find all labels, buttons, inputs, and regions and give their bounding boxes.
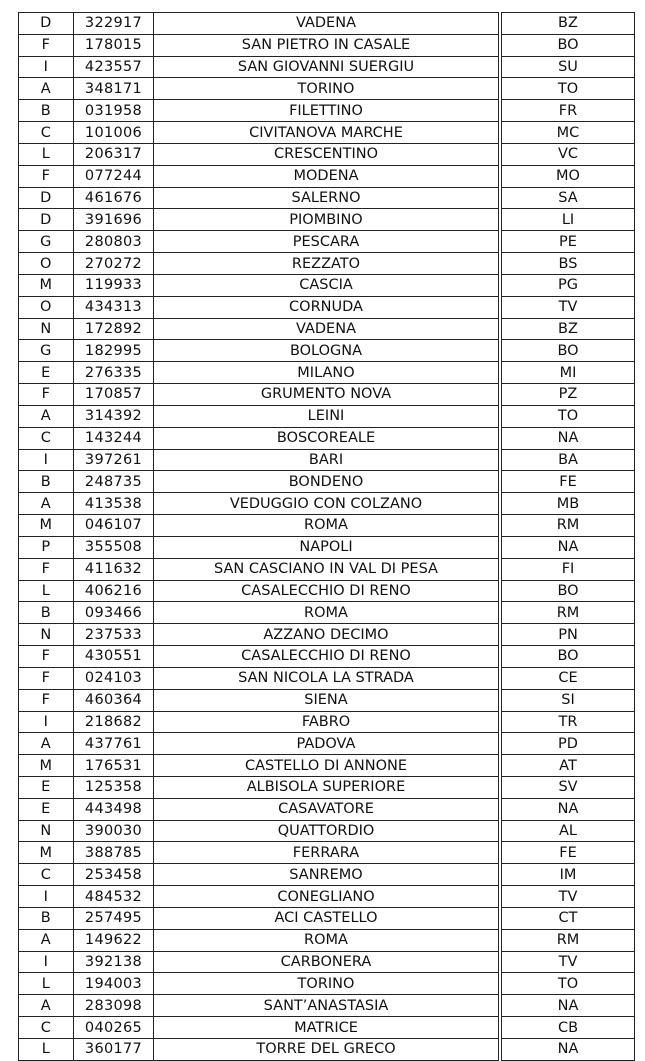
cell-province: CB: [502, 1017, 635, 1039]
cell-province: AT: [502, 755, 635, 777]
cell-letter: C: [19, 427, 74, 449]
cell-letter: F: [19, 667, 74, 689]
cell-province: TV: [502, 296, 635, 318]
cell-city: SIENA: [154, 689, 499, 711]
cell-province: SA: [502, 187, 635, 209]
cell-province: LI: [502, 209, 635, 231]
table-row: [19, 296, 635, 318]
cell-code: 176531: [74, 755, 154, 777]
table-row: [19, 689, 635, 711]
cell-code: 461676: [74, 187, 154, 209]
table-row: [19, 384, 635, 406]
cell-city: CRESCENTINO: [154, 143, 499, 165]
cell-letter: M: [19, 842, 74, 864]
cell-province: SI: [502, 689, 635, 711]
cell-code: 283098: [74, 995, 154, 1017]
table-row: [19, 973, 635, 995]
table-row: [19, 187, 635, 209]
cell-code: 024103: [74, 667, 154, 689]
cell-province: MI: [502, 362, 635, 384]
cell-province: RM: [502, 515, 635, 537]
cell-province: TO: [502, 405, 635, 427]
cell-code: 360177: [74, 1038, 154, 1060]
cell-province: PG: [502, 274, 635, 296]
cell-province: PN: [502, 624, 635, 646]
cell-province: VC: [502, 143, 635, 165]
cell-city: SALERNO: [154, 187, 499, 209]
cell-province: FE: [502, 842, 635, 864]
cell-city: FERRARA: [154, 842, 499, 864]
cell-letter: F: [19, 558, 74, 580]
cell-province: AL: [502, 820, 635, 842]
cell-city: CASALECCHIO DI RENO: [154, 580, 499, 602]
cell-code: 206317: [74, 143, 154, 165]
cell-letter: M: [19, 515, 74, 537]
cell-province: RM: [502, 929, 635, 951]
cell-letter: C: [19, 864, 74, 886]
cell-province: PZ: [502, 384, 635, 406]
cell-code: 437761: [74, 733, 154, 755]
table-row: [19, 536, 635, 558]
table-row: [19, 733, 635, 755]
cell-letter: I: [19, 886, 74, 908]
cell-code: 270272: [74, 253, 154, 275]
cell-city: SANREMO: [154, 864, 499, 886]
cell-province: BO: [502, 646, 635, 668]
cell-code: 194003: [74, 973, 154, 995]
cell-code: 280803: [74, 231, 154, 253]
cell-province: NA: [502, 995, 635, 1017]
table-row: [19, 165, 635, 187]
cell-province: BO: [502, 340, 635, 362]
cell-province: NA: [502, 536, 635, 558]
table-row: [19, 1017, 635, 1039]
cell-city: CARBONERA: [154, 951, 499, 973]
cell-code: 248735: [74, 471, 154, 493]
cell-letter: A: [19, 78, 74, 100]
cell-province: FI: [502, 558, 635, 580]
cell-code: 046107: [74, 515, 154, 537]
cell-letter: E: [19, 362, 74, 384]
table-row: [19, 558, 635, 580]
cell-code: 388785: [74, 842, 154, 864]
cell-province: RM: [502, 602, 635, 624]
cell-code: 040265: [74, 1017, 154, 1039]
cell-city: SAN PIETRO IN CASALE: [154, 34, 499, 56]
table-row: [19, 340, 635, 362]
table-row: [19, 253, 635, 275]
cell-city: LEINI: [154, 405, 499, 427]
cell-code: 392138: [74, 951, 154, 973]
cell-city: AZZANO DECIMO: [154, 624, 499, 646]
cell-code: 397261: [74, 449, 154, 471]
cell-code: 443498: [74, 798, 154, 820]
cell-code: 101006: [74, 122, 154, 144]
cell-city: CONEGLIANO: [154, 886, 499, 908]
table-row: [19, 493, 635, 515]
cell-province: NA: [502, 427, 635, 449]
cell-code: 031958: [74, 100, 154, 122]
table-row: [19, 951, 635, 973]
cell-code: 314392: [74, 405, 154, 427]
table-row: [19, 143, 635, 165]
cell-province: IM: [502, 864, 635, 886]
cell-code: 390030: [74, 820, 154, 842]
cell-letter: L: [19, 1038, 74, 1060]
cell-code: 237533: [74, 624, 154, 646]
cell-letter: F: [19, 646, 74, 668]
cell-city: BOSCOREALE: [154, 427, 499, 449]
winners-table: [18, 12, 635, 1061]
cell-letter: F: [19, 165, 74, 187]
cell-city: BOLOGNA: [154, 340, 499, 362]
cell-city: CORNUDA: [154, 296, 499, 318]
cell-letter: O: [19, 296, 74, 318]
cell-city: BARI: [154, 449, 499, 471]
table-row: [19, 318, 635, 340]
cell-city: MATRICE: [154, 1017, 499, 1039]
table-row: [19, 56, 635, 78]
table-row: [19, 231, 635, 253]
table-row: [19, 515, 635, 537]
table-row: [19, 907, 635, 929]
cell-letter: F: [19, 34, 74, 56]
cell-province: MO: [502, 165, 635, 187]
cell-city: CASAVATORE: [154, 798, 499, 820]
cell-city: GRUMENTO NOVA: [154, 384, 499, 406]
table-row: [19, 842, 635, 864]
cell-province: PD: [502, 733, 635, 755]
table-row: [19, 209, 635, 231]
cell-code: 423557: [74, 56, 154, 78]
table-row: [19, 449, 635, 471]
table-row: [19, 776, 635, 798]
cell-code: 391696: [74, 209, 154, 231]
cell-province: BS: [502, 253, 635, 275]
cell-letter: N: [19, 624, 74, 646]
cell-city: FABRO: [154, 711, 499, 733]
cell-code: 411632: [74, 558, 154, 580]
cell-code: 172892: [74, 318, 154, 340]
cell-province: SV: [502, 776, 635, 798]
cell-city: ALBISOLA SUPERIORE: [154, 776, 499, 798]
table-row: [19, 427, 635, 449]
cell-province: TR: [502, 711, 635, 733]
cell-letter: N: [19, 820, 74, 842]
cell-letter: E: [19, 776, 74, 798]
cell-code: 348171: [74, 78, 154, 100]
cell-province: BZ: [502, 318, 635, 340]
table-row: [19, 711, 635, 733]
cell-code: 434313: [74, 296, 154, 318]
cell-letter: D: [19, 13, 74, 35]
cell-city: VEDUGGIO CON COLZANO: [154, 493, 499, 515]
cell-province: BZ: [502, 13, 635, 35]
table-row: [19, 864, 635, 886]
cell-province: SU: [502, 56, 635, 78]
cell-code: 178015: [74, 34, 154, 56]
cell-letter: O: [19, 253, 74, 275]
cell-city: VADENA: [154, 13, 499, 35]
cell-code: 119933: [74, 274, 154, 296]
cell-city: FILETTINO: [154, 100, 499, 122]
cell-city: SAN GIOVANNI SUERGIU: [154, 56, 499, 78]
cell-city: PESCARA: [154, 231, 499, 253]
cell-code: 149622: [74, 929, 154, 951]
cell-city: TORINO: [154, 78, 499, 100]
cell-province: MB: [502, 493, 635, 515]
cell-province: TO: [502, 973, 635, 995]
cell-letter: A: [19, 733, 74, 755]
table-body: [19, 13, 635, 1061]
cell-city: SANT’ANASTASIA: [154, 995, 499, 1017]
cell-code: 413538: [74, 493, 154, 515]
cell-province: TV: [502, 951, 635, 973]
cell-letter: G: [19, 231, 74, 253]
table-row: [19, 602, 635, 624]
cell-city: SAN CASCIANO IN VAL DI PESA: [154, 558, 499, 580]
cell-city: PIOMBINO: [154, 209, 499, 231]
cell-letter: L: [19, 973, 74, 995]
cell-city: CASALECCHIO DI RENO: [154, 646, 499, 668]
table-row: [19, 362, 635, 384]
cell-letter: B: [19, 471, 74, 493]
cell-letter: L: [19, 143, 74, 165]
cell-province: CT: [502, 907, 635, 929]
cell-province: NA: [502, 798, 635, 820]
table-row: [19, 886, 635, 908]
cell-city: TORINO: [154, 973, 499, 995]
table-row: [19, 13, 635, 35]
cell-city: MILANO: [154, 362, 499, 384]
cell-letter: M: [19, 755, 74, 777]
cell-province: TV: [502, 886, 635, 908]
table-row: [19, 34, 635, 56]
table-row: [19, 755, 635, 777]
table-row: [19, 798, 635, 820]
cell-letter: A: [19, 929, 74, 951]
cell-city: VADENA: [154, 318, 499, 340]
table-row: [19, 471, 635, 493]
cell-letter: F: [19, 689, 74, 711]
cell-city: BONDENO: [154, 471, 499, 493]
cell-city: PADOVA: [154, 733, 499, 755]
cell-letter: M: [19, 274, 74, 296]
cell-letter: B: [19, 907, 74, 929]
cell-code: 125358: [74, 776, 154, 798]
cell-letter: P: [19, 536, 74, 558]
cell-province: BO: [502, 34, 635, 56]
cell-letter: F: [19, 384, 74, 406]
cell-letter: G: [19, 340, 74, 362]
table-row: [19, 274, 635, 296]
cell-code: 077244: [74, 165, 154, 187]
table-row: [19, 667, 635, 689]
cell-city: ACI CASTELLO: [154, 907, 499, 929]
cell-province: TO: [502, 78, 635, 100]
cell-code: 406216: [74, 580, 154, 602]
cell-city: CASCIA: [154, 274, 499, 296]
cell-city: ROMA: [154, 929, 499, 951]
cell-province: BO: [502, 580, 635, 602]
cell-code: 460364: [74, 689, 154, 711]
cell-city: MODENA: [154, 165, 499, 187]
cell-letter: C: [19, 122, 74, 144]
table-row: [19, 624, 635, 646]
cell-code: 276335: [74, 362, 154, 384]
cell-letter: I: [19, 56, 74, 78]
cell-city: ROMA: [154, 602, 499, 624]
cell-city: SAN NICOLA LA STRADA: [154, 667, 499, 689]
cell-province: NA: [502, 1038, 635, 1060]
table-row: [19, 580, 635, 602]
cell-letter: A: [19, 405, 74, 427]
cell-province: BA: [502, 449, 635, 471]
cell-province: FE: [502, 471, 635, 493]
cell-city: CIVITANOVA MARCHE: [154, 122, 499, 144]
cell-letter: I: [19, 449, 74, 471]
cell-letter: D: [19, 209, 74, 231]
cell-city: ROMA: [154, 515, 499, 537]
cell-province: FR: [502, 100, 635, 122]
table-row: [19, 646, 635, 668]
cell-code: 355508: [74, 536, 154, 558]
cell-province: MC: [502, 122, 635, 144]
table-row: [19, 820, 635, 842]
cell-code: 218682: [74, 711, 154, 733]
cell-city: NAPOLI: [154, 536, 499, 558]
cell-city: QUATTORDIO: [154, 820, 499, 842]
cell-letter: B: [19, 602, 74, 624]
cell-code: 253458: [74, 864, 154, 886]
cell-letter: I: [19, 951, 74, 973]
cell-letter: C: [19, 1017, 74, 1039]
cell-code: 430551: [74, 646, 154, 668]
cell-code: 093466: [74, 602, 154, 624]
cell-letter: A: [19, 493, 74, 515]
cell-letter: N: [19, 318, 74, 340]
cell-city: TORRE DEL GRECO: [154, 1038, 499, 1060]
table-row: [19, 122, 635, 144]
table-row: [19, 929, 635, 951]
table-row: [19, 405, 635, 427]
cell-letter: I: [19, 711, 74, 733]
cell-letter: D: [19, 187, 74, 209]
table-row: [19, 100, 635, 122]
cell-code: 170857: [74, 384, 154, 406]
table-row: [19, 1038, 635, 1060]
cell-code: 182995: [74, 340, 154, 362]
cell-letter: E: [19, 798, 74, 820]
cell-province: PE: [502, 231, 635, 253]
cell-city: CASTELLO DI ANNONE: [154, 755, 499, 777]
cell-code: 322917: [74, 13, 154, 35]
cell-letter: L: [19, 580, 74, 602]
cell-letter: B: [19, 100, 74, 122]
cell-letter: A: [19, 995, 74, 1017]
cell-code: 484532: [74, 886, 154, 908]
cell-code: 257495: [74, 907, 154, 929]
table-row: [19, 995, 635, 1017]
cell-code: 143244: [74, 427, 154, 449]
cell-city: REZZATO: [154, 253, 499, 275]
table-row: [19, 78, 635, 100]
cell-province: CE: [502, 667, 635, 689]
